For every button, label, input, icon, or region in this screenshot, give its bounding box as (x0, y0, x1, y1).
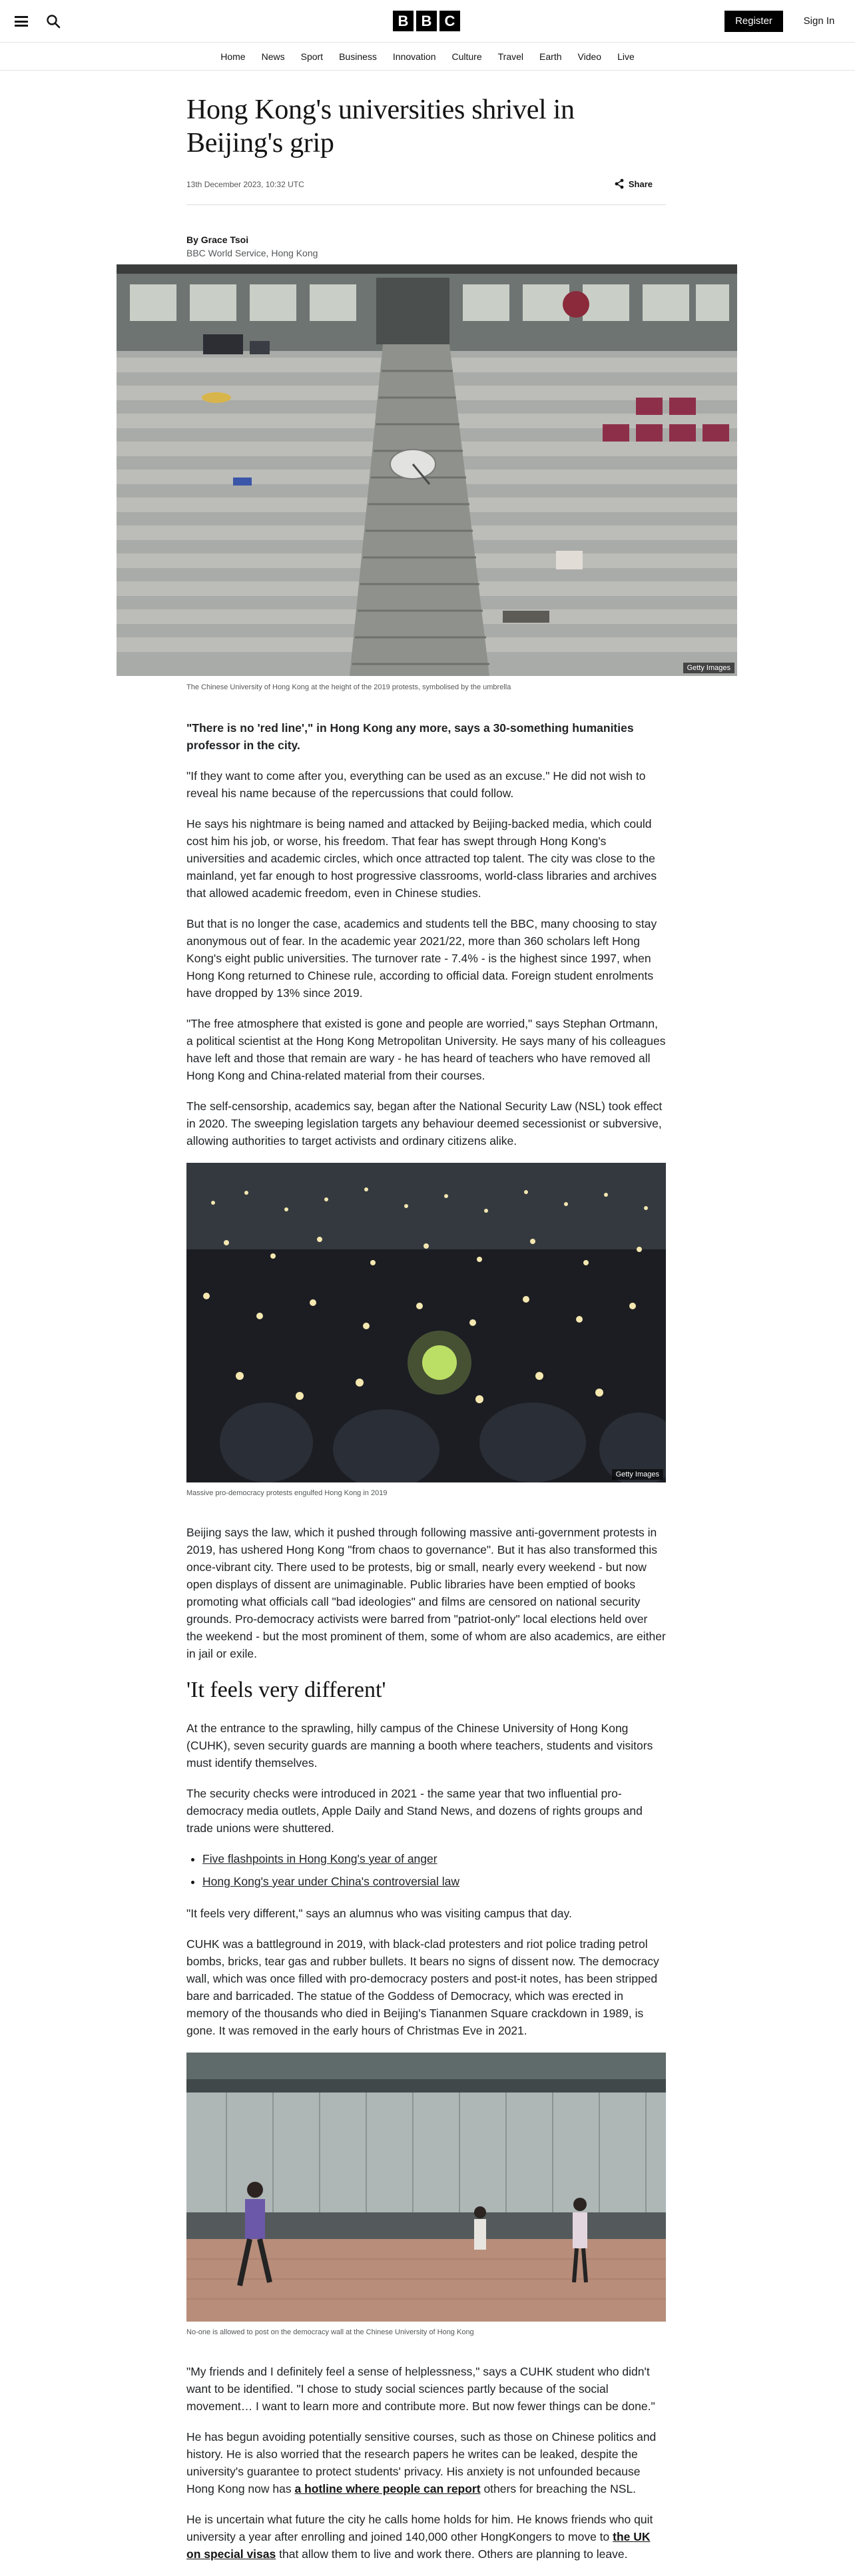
sign-in-button[interactable]: Sign In (803, 15, 835, 27)
campus-wall-image (186, 2053, 666, 2322)
nav-item-innovation[interactable]: Innovation (392, 51, 436, 62)
paragraph: "It feels very different," says an alumnus who was visiting campus that day. (186, 1907, 572, 1920)
paragraph-text: He has begun avoiding potentially sensitive courses, such as those on Chinese politics and history. He is also worried that the research papers he writes can be leaked, despite the university's guarantee to protect students' privacy. His anxiety is not unfounded because Hong Kong now has (186, 2430, 657, 2495)
nav-item-video[interactable]: Video (577, 51, 602, 62)
democracy-wall-image (186, 2053, 666, 2322)
image-caption: The Chinese University of Hong Kong at the height of the 2019 protests, symbolised by the umbrella (186, 683, 511, 691)
nav-item-travel[interactable]: Travel (497, 51, 524, 62)
author-role: BBC World Service, Hong Kong (186, 248, 318, 258)
share-button[interactable] (614, 178, 653, 189)
paragraph: At the entrance to the sprawling, hilly campus of the Chinese University of Hong Kong (CUHK), seven security guards are manning a booth where teachers, students and visitors must identify themselves. (186, 1722, 653, 1770)
logo-letter: B (393, 11, 414, 31)
paragraph: But that is no longer the case, academics and students tell the BBC, many choosing to stay anonymous out of fear. In the academic year 2021/22, more than 360 scholars left Hong Kong's eight public universities. The turnover rate - 7.4% - is the highest since 1997, when Hong Kong returned to Chinese rule, according to official data. Foreign student enrolments have dropped by 13% since 2019. (186, 917, 657, 1000)
paragraph (186, 2511, 666, 2563)
protest-image (186, 1163, 666, 1482)
article-meta (186, 165, 666, 205)
uk-visa-link[interactable]: the UK on special visas (186, 2530, 651, 2561)
nav-item-live[interactable]: Live (617, 51, 635, 62)
paragraph-text: He is uncertain what future the city he calls home holds for him. He knows friends who quit university a year after enrolling and joined 140,000 other HongKongers to move to (186, 2513, 653, 2543)
menu-icon[interactable] (15, 16, 28, 27)
section-heading: 'It feels very different' (186, 1678, 386, 1702)
paragraph (186, 2428, 666, 2497)
image-credit: Getty Images (683, 663, 734, 673)
logo-letter: B (416, 11, 437, 31)
image-caption: No-one is allowed to post on the democracy wall at the Chinese University of Hong Kong (186, 2328, 474, 2336)
paragraph: CUHK was a battleground in 2019, with black-clad protesters and riot police trading petrol bombs, bricks, tear gas and rubber bullets. It bears no signs of dissent now. The democracy wall, which was once filled with pro-democracy posters and post-it notes, has been stripped bare and barricaded. The statue of the Goddess of Democracy, which was erected in memory of the thousands who died in Beijing's Tiananmen Square crackdown in 1989, is gone. It was removed in the early hours of Christmas Eve in 2021. (186, 1937, 659, 2037)
article-title: Hong Kong's universities shrivel in Beijing's grip (186, 95, 575, 159)
nav-item-sport[interactable]: Sport (300, 51, 324, 62)
paragraph: "My friends and I definitely feel a sense of helplessness," says a CUHK student who didn't want to be identified. "I chose to study social sciences partly because of the social movement… I want to learn more and contribute more. But now fewer things can be done." (186, 2365, 655, 2413)
byline (186, 234, 666, 258)
related-links (202, 1850, 666, 1890)
paragraph: Beijing says the law, which it pushed through following massive anti-government protests in 2019, has ushered Hong Kong "from chaos to governance". But it has also transformed this once-vibrant city. There used to be protests, big or small, nearly every weekend - but now open displays of dissent are unimaginable. Public libraries have been emptied of books promoting what officials call "bad ideologies" and films are censored on national security grounds. Pro-democracy activists were barred from "patriot-only" local elections held over the weekend - but the most prominent of them, some of whom are also academics, are either in jail or exile. (186, 1526, 666, 1660)
share-icon (614, 178, 625, 189)
paragraph-text: that allow them to live and work there. Others are planning to leave. (276, 2547, 628, 2561)
article (186, 71, 666, 2576)
paragraph: The self-censorship, academics say, began after the National Security Law (NSL) took effect in 2020. The sweeping legislation targets any behaviour deemed secessionist or subversive, allowing authorities to target activists and ordinary citizens alike. (186, 1100, 663, 1147)
nav-item-business[interactable]: Business (339, 51, 377, 62)
paragraph: "The free atmosphere that existed is gone and people are worried," says Stephan Ortmann, a political scientist at the Hong Kong Metropolitan University. He says many of his colleagues have left and those that remain are wary - he has heard of teachers who have removed all Hong Kong and China-related material from their courses. (186, 1017, 666, 1082)
related-link[interactable]: Five flashpoints in Hong Kong's year of anger (202, 1852, 437, 1865)
search-icon[interactable] (45, 13, 61, 29)
paragraph: He says his nightmare is being named and attacked by Beijing-backed media, which could cost him his job, or worse, his freedom. That fear has swept through Hong Kong's universities and academic circles, which once attracted top talent. The city was close to the mainland, yet far enough to host progressive classrooms, world-class libraries and archives that allowed academic freedom, even in Chinese studies. (186, 817, 657, 900)
main-nav (0, 43, 855, 71)
logo-letter: C (439, 11, 460, 31)
image-credit: Getty Images (612, 1469, 663, 1480)
list-item (202, 1850, 666, 1867)
paragraph: The security checks were introduced in 2021 - the same year that two influential pro-democracy media outlets, Apple Daily and Stand News, and dozens of rights groups and trade unions were shuttered. (186, 1787, 643, 1835)
bbc-logo[interactable] (393, 11, 460, 31)
register-button[interactable]: Register (724, 11, 783, 32)
nav-item-home[interactable]: Home (220, 51, 246, 62)
top-bar (0, 0, 855, 43)
timestamp: 13th December 2023, 10:32 UTC (186, 180, 304, 189)
image-caption: Massive pro-democracy protests engulfed Hong Kong in 2019 (186, 1489, 388, 1497)
list-item (202, 1873, 666, 1890)
share-label: Share (628, 178, 653, 189)
lead-paragraph: "There is no 'red line'," in Hong Kong any more, says a 30-something humanities professor in the city. (186, 721, 634, 752)
paragraph: "If they want to come after you, everything can be used as an excuse." He did not wish to reveal his name because of the repercussions that could follow. (186, 769, 646, 800)
hotline-link[interactable]: a hotline where people can report (294, 2482, 481, 2495)
nav-item-earth[interactable]: Earth (539, 51, 562, 62)
related-link[interactable]: Hong Kong's year under China's controversial law (202, 1875, 460, 1888)
author-name: By Grace Tsoi (186, 234, 249, 245)
nav-item-culture[interactable]: Culture (451, 51, 482, 62)
candlelight-crowd-image (186, 1163, 666, 1482)
paragraph-text: others for breaching the NSL. (480, 2482, 637, 2495)
nav-item-news[interactable]: News (261, 51, 285, 62)
